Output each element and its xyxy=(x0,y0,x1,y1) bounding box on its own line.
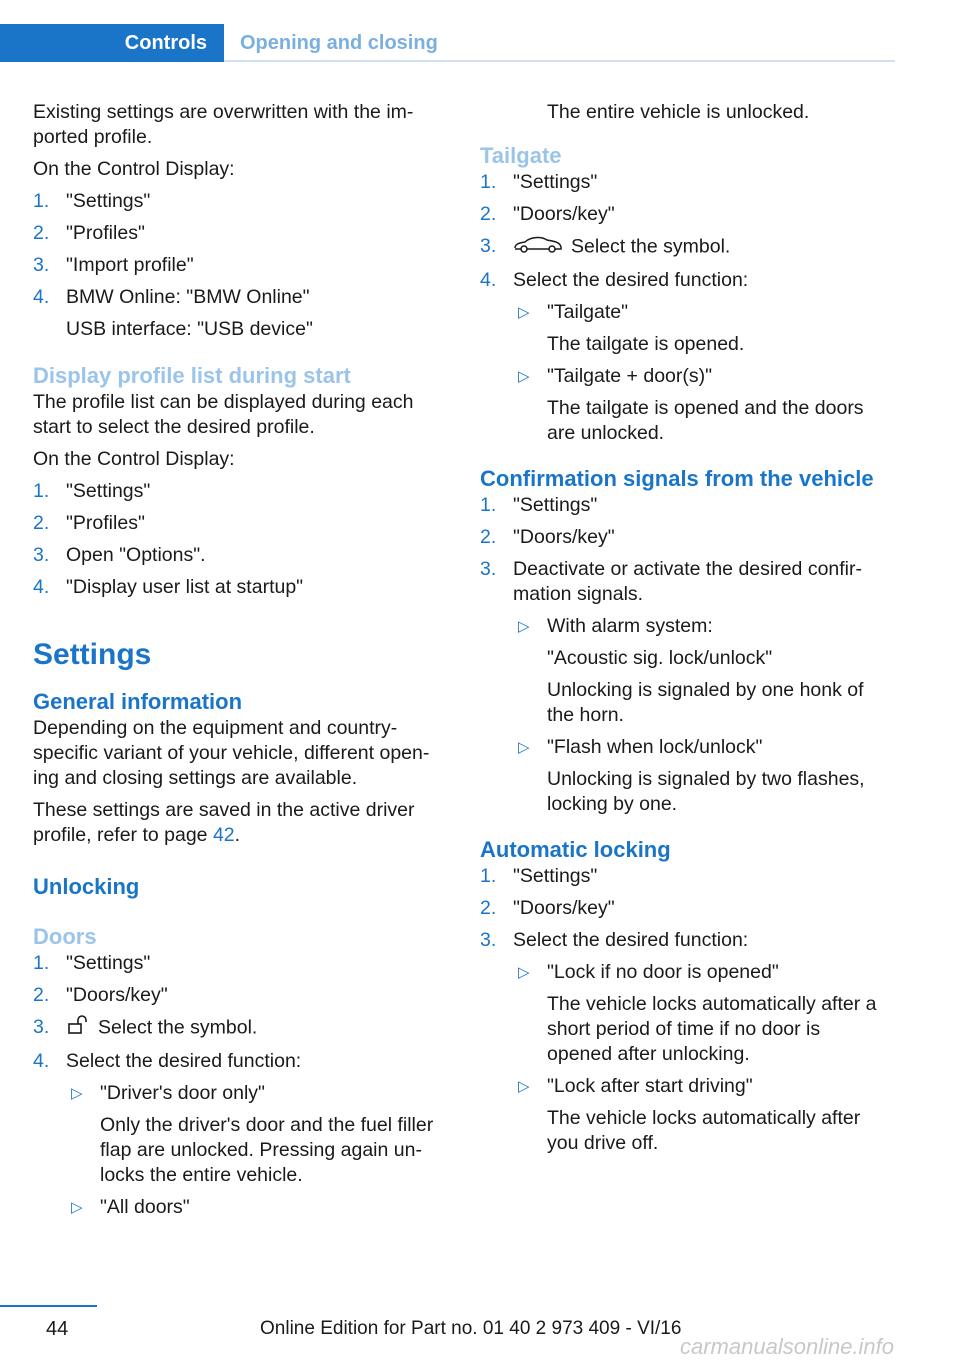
option-item: ▷ "Tailgate + door(s)" The tailgate is opened and the doors are unlocked. xyxy=(518,365,864,444)
heading-tailgate: Tailgate xyxy=(480,143,562,168)
footer-rule xyxy=(0,1305,97,1307)
continued-text: The entire vehicle is unlocked. xyxy=(547,101,810,123)
heading-general-information: General information xyxy=(33,689,243,714)
paragraph: Existing settings are overwritten with the im-ported profile. xyxy=(33,101,414,148)
step-list xyxy=(480,493,890,817)
list-item: 1. "Settings" xyxy=(480,865,598,887)
paragraph: On the Control Display: xyxy=(33,158,235,180)
paragraph: Depending on the equipment and country-specific variant of your vehicle, different open-ing and closing settings are available. xyxy=(33,717,430,789)
option-list xyxy=(513,300,890,446)
heading-confirmation-signals: Confirmation signals from the vehicle xyxy=(480,466,874,491)
list-item: 3. Select the symbol. xyxy=(480,234,890,261)
right-column xyxy=(480,100,890,1163)
list-item: 4. "Display user list at startup" xyxy=(33,576,304,598)
list-item: 2. "Profiles" xyxy=(33,512,145,534)
left-column xyxy=(33,100,448,1227)
list-item: 4. BMW Online: "BMW Online" USB interface: "USB device" xyxy=(33,285,448,342)
option-item: ▷ "Flash when lock/unlock" Unlocking is signaled by two flashes, locking by one. xyxy=(518,736,865,815)
page-number: 44 xyxy=(46,1318,69,1340)
step-list xyxy=(480,864,890,1156)
option-item: ▷ "Tailgate" The tailgate is opened. xyxy=(518,301,745,355)
option-list xyxy=(513,614,890,817)
list-item: 1. "Settings" xyxy=(33,952,151,974)
edition-note: Online Edition for Part no. 01 40 2 973 409 - VI/16 xyxy=(260,1318,682,1339)
list-item: 4. Select the desired function: ▷ "Driver's door only" Only the driver's door and the fuel filler flap are unlocked. Pressing again un-locks the entire vehicle. ▷ "All doors" xyxy=(33,1049,448,1220)
header-rule xyxy=(224,60,895,62)
list-item: 3. Select the symbol. xyxy=(33,1015,448,1042)
heading-settings: Settings xyxy=(33,638,152,671)
heading-display-profile-list: Display profile list during start xyxy=(33,363,351,388)
list-item: 4. Select the desired function: ▷ "Tailgate" The tailgate is opened. ▷ "Tailgate + door(s)" The tailgate is opened and the doors are unlocked. xyxy=(480,268,890,446)
list-item: 1. "Settings" xyxy=(480,494,598,516)
list-item: 2. "Doors/key" xyxy=(33,984,168,1006)
watermark: carmanualsonline.info xyxy=(680,1334,895,1359)
option-list xyxy=(66,1081,448,1220)
paragraph: On the Control Display: xyxy=(33,448,235,470)
header-bar xyxy=(0,24,895,62)
list-item: 3. "Import profile" xyxy=(33,254,194,276)
page-link[interactable]: 42 xyxy=(212,824,235,846)
car-icon xyxy=(513,234,563,261)
option-item: ▷ With alarm system: "Acoustic sig. lock/unlock" Unlocking is signaled by one honk of the horn. xyxy=(518,615,864,726)
option-item: ▷ "Lock if no door is opened" The vehicle locks automatically after a short period of time if no door is opened after unlocking. xyxy=(518,961,877,1065)
option-item: ▷ "All doors" xyxy=(71,1196,190,1218)
option-list xyxy=(513,960,890,1156)
list-item: 2. "Doors/key" xyxy=(480,526,615,548)
list-item: 1. "Settings" xyxy=(480,171,598,193)
step-list xyxy=(33,479,448,600)
heading-unlocking: Unlocking xyxy=(33,874,140,899)
list-item: 1. "Settings" xyxy=(33,190,151,212)
list-item: 3. Open "Options". xyxy=(33,544,206,566)
step-list xyxy=(33,951,448,1220)
list-item: 1. "Settings" xyxy=(33,480,151,502)
tab-controls[interactable]: Controls xyxy=(0,24,224,62)
option-item: ▷ "Lock after start driving" The vehicle locks automatically after you drive off. xyxy=(518,1075,861,1154)
step-list xyxy=(480,170,890,446)
list-item: 3. Select the desired function: ▷ "Lock if no door is opened" The vehicle locks automatically after a short period of time if no door is opened after unlocking. ▷ "Lock after start driving" The vehicle locks automatically after you drive off. xyxy=(480,928,890,1156)
list-item: 2. "Doors/key" xyxy=(480,203,615,225)
list-item: 3. Deactivate or activate the desired confir-mation signals. ▷ With alarm system: "Acoustic sig. lock/unlock" Unlocking is signaled by one honk of the horn. ▷ "Flash when lock/unlock" Unlocking is signaled by two flashes, locking by one. xyxy=(480,557,890,817)
paragraph: The profile list can be displayed during each start to select the desired profile. xyxy=(33,391,414,438)
tab-opening-and-closing[interactable]: Opening and closing xyxy=(240,32,438,54)
heading-doors: Doors xyxy=(33,924,97,949)
paragraph: These settings are saved in the active driver profile, refer to page 42. xyxy=(33,799,415,846)
step-list xyxy=(33,189,448,342)
list-item: 2. "Doors/key" xyxy=(480,897,615,919)
list-item: 2. "Profiles" xyxy=(33,222,145,244)
unlock-icon xyxy=(66,1015,90,1042)
heading-automatic-locking: Automatic locking xyxy=(480,837,671,862)
option-item: ▷ "Driver's door only" Only the driver's door and the fuel filler flap are unlocked. Pressing again un-locks the entire vehicle. xyxy=(71,1082,434,1186)
sub-line: USB interface: "USB device" xyxy=(66,318,313,340)
